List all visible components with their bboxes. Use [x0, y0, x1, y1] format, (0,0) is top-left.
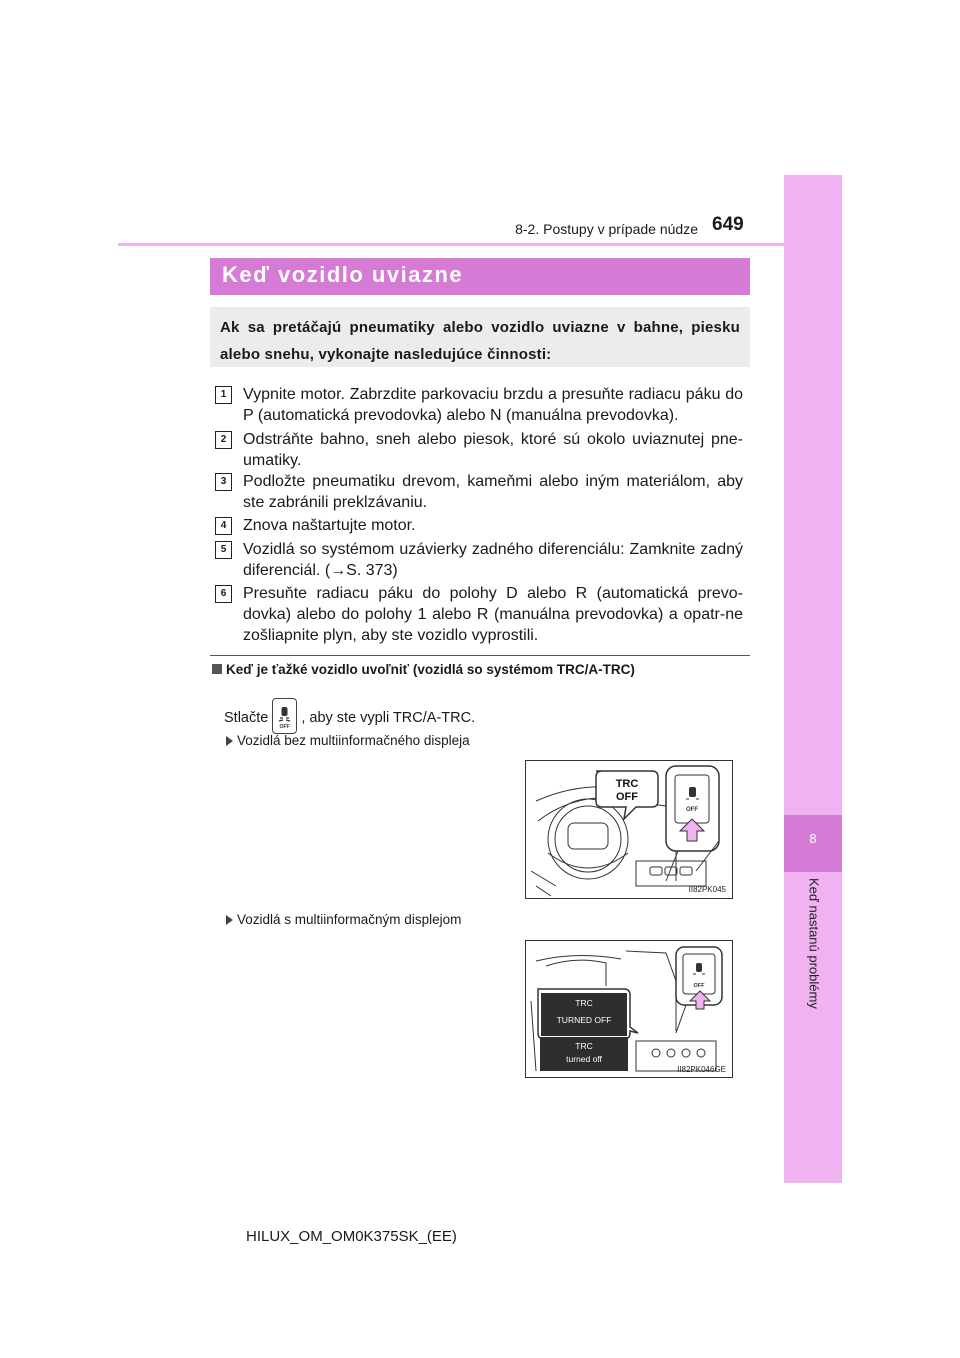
step-number-1: 1	[215, 386, 232, 404]
callout-off: OFF	[616, 791, 638, 803]
press-instruction	[224, 700, 475, 736]
step-number-6: 6	[215, 585, 232, 603]
chapter-title	[786, 878, 841, 1038]
step-text-5: Vozidlá so systémom uzávierky zadného diferenciálu: Zamknite zadný diferenciál. (→S. 373)	[243, 541, 743, 579]
trc-key-label: OFF	[279, 724, 290, 730]
trc-off-switch-icon	[272, 698, 297, 734]
footer-doc-code: HILUX_OM_OM0K375SK_(EE)	[246, 1228, 457, 1245]
bullet-text: Vozidlá bez multiinformačného displeja	[237, 733, 470, 748]
bullet-text: Vozidlá s multiinformačným displejom	[237, 912, 462, 927]
figure2-code: II82PK046GE	[677, 1065, 726, 1074]
press-before-text: Stlačte	[224, 709, 269, 726]
subsection-heading-text: Keď je ťažké vozidlo uvoľniť (vozidlá so systémom TRC/A-TRC)	[226, 662, 635, 677]
triangle-bullet-icon	[226, 915, 233, 925]
display2-trc: TRC	[575, 1041, 593, 1051]
section-divider	[210, 655, 750, 656]
triangle-bullet-icon	[226, 736, 233, 746]
chapter-title-text: Keď nastanú problémy	[806, 878, 821, 1009]
callout-trc: TRC	[615, 778, 639, 790]
step-number-3: 3	[215, 473, 232, 491]
bullet-with-display	[226, 912, 461, 927]
step-text-1: Vypnite motor. Zabrzdite parkovaciu brzdu a presuňte radiacu páku do P (automatická prevodovka) alebo N (manuálna prevodovka).	[243, 386, 743, 424]
header-rule	[118, 243, 784, 246]
figure1-code: II82PK045	[688, 885, 726, 894]
step-text-6: Presuňte radiacu páku do polohy D alebo R (automatická prevo-dovka) alebo do polohy 1 alebo R (manuálna prevodovka) a opatr-ne zošliapnite plyn, aby ste vozidlo vyprostili.	[243, 585, 743, 644]
step-number-5: 5	[215, 541, 232, 559]
page-number: 649	[712, 214, 744, 235]
step-text-2: Odstráňte bahno, sneh alebo piesok, ktoré sú okolo uviaznutej pne-umatiky.	[243, 431, 743, 469]
step-number-4: 4	[215, 517, 232, 535]
figure1-button-label: OFF	[686, 807, 698, 813]
section-title: 8-2. Postupy v prípade núdze	[515, 221, 698, 237]
subsection-heading	[212, 662, 635, 677]
display1-turned-off: TURNED OFF	[556, 1015, 612, 1025]
intro-text: Ak sa pretáčajú pneumatiky alebo vozidlo uviazne v bahne, piesku alebo snehu, vykonajte nasledujúce činnosti:	[220, 319, 740, 363]
figure-display-trc-turned-off	[525, 940, 733, 1078]
chapter-number: 8	[809, 831, 817, 846]
step-text-3: Podložte pneumatiku drevom, kameňmi alebo iným materiálom, aby ste zabránili preklzávaniu.	[243, 473, 743, 511]
figure-dashboard-trc-off	[525, 760, 733, 899]
page-title: Keď vozidlo uviazne	[222, 262, 464, 287]
press-after-text: , aby ste vypli TRC/A-TRC.	[301, 709, 476, 726]
square-bullet-icon	[212, 664, 222, 674]
bullet-without-display	[226, 733, 470, 748]
step-text-4: Znova naštartujte motor.	[243, 517, 416, 534]
display2-turned-off: turned off	[566, 1054, 602, 1064]
figure2-button-label: OFF	[693, 983, 705, 989]
step-number-2: 2	[215, 431, 232, 449]
display1-trc: TRC	[575, 998, 593, 1008]
